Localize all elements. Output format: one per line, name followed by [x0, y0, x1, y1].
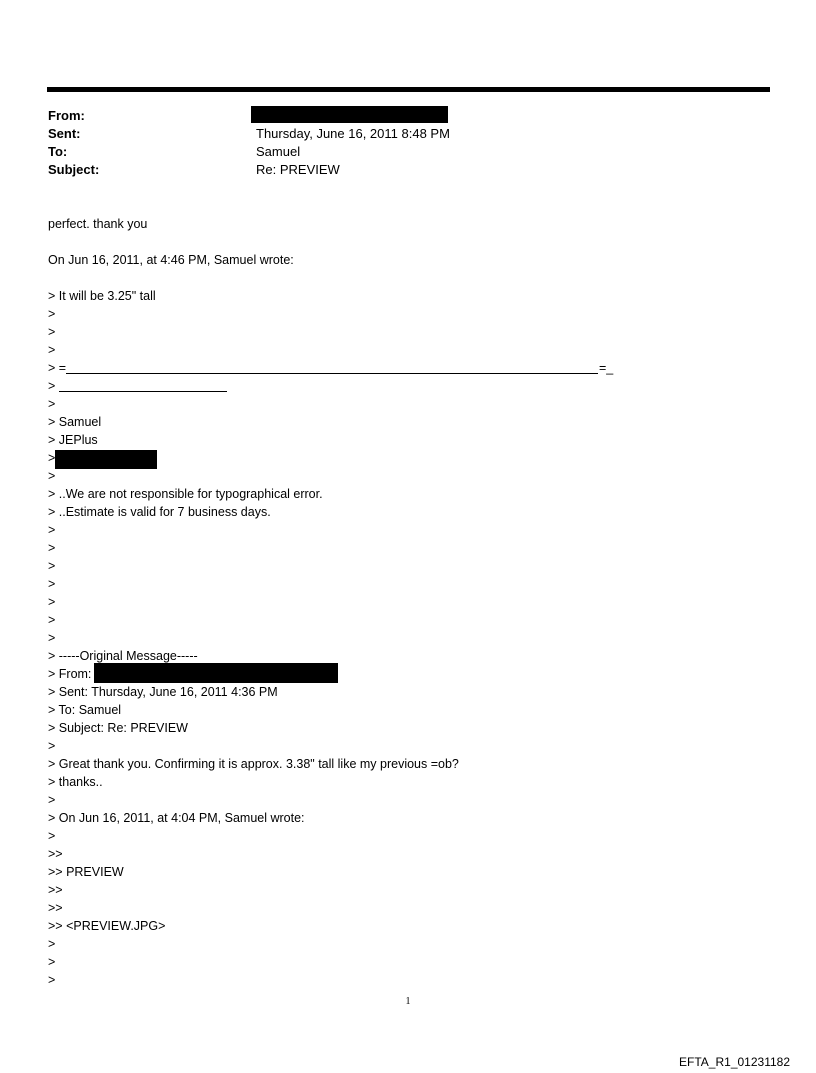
body-line: > — [48, 325, 56, 339]
body-line: > ..We are not responsible for typographical error. — [48, 487, 323, 501]
body-line: > JEPlus — [48, 433, 98, 447]
body-line: > — [48, 595, 56, 609]
body-line: > thanks.. — [48, 775, 103, 789]
from-label: From: — [48, 108, 85, 123]
body-line: > — [48, 937, 56, 951]
body-line: > Great thank you. Confirming it is approx. 3.38" tall like my previous =ob? — [48, 757, 459, 771]
body-line: >> <PREVIEW.JPG> — [48, 919, 166, 933]
body-line: > — [48, 541, 56, 555]
body-line: > — [48, 955, 56, 969]
original-from-redaction — [94, 663, 338, 683]
sent-label: Sent: — [48, 126, 81, 141]
body-line: > Subject: Re: PREVIEW — [48, 721, 188, 735]
body-line: > = — [48, 361, 67, 375]
to-label: To: — [48, 144, 68, 159]
body-line: > — [48, 829, 56, 843]
body-line: > — [48, 523, 56, 537]
to-value: Samuel — [256, 144, 301, 159]
body-line: > To: Samuel — [48, 703, 122, 717]
body-line: > — [48, 379, 56, 393]
body-line: > From: — [48, 667, 92, 681]
body-line: > — [48, 343, 56, 357]
header-rule — [47, 87, 770, 92]
separator-underline — [66, 373, 598, 374]
body-line: > On Jun 16, 2011, at 4:04 PM, Samuel wrote: — [48, 811, 305, 825]
body-line: =_ — [599, 361, 614, 375]
body-line: > — [48, 631, 56, 645]
sent-value: Thursday, June 16, 2011 8:48 PM — [256, 126, 450, 141]
document-id: EFTA_R1_01231182 — [679, 1055, 790, 1069]
subject-label: Subject: — [48, 162, 100, 177]
body-line: perfect. thank you — [48, 217, 148, 231]
signature-underline — [59, 391, 227, 392]
body-line: > — [48, 469, 56, 483]
body-line: > — [48, 577, 56, 591]
body-line: > -----Original Message----- — [48, 649, 198, 663]
signature-redaction — [55, 450, 157, 469]
body-line: > ..Estimate is valid for 7 business days. — [48, 505, 271, 519]
body-line: > It will be 3.25" tall — [48, 289, 156, 303]
page-number: 1 — [405, 996, 411, 1007]
body-line: > — [48, 739, 56, 753]
body-line: > — [48, 559, 56, 573]
subject-value: Re: PREVIEW — [256, 162, 340, 177]
body-line: > — [48, 973, 56, 987]
body-line: > — [48, 793, 56, 807]
body-line: >> — [48, 901, 63, 915]
body-line: > Sent: Thursday, June 16, 2011 4:36 PM — [48, 685, 278, 699]
from-redaction — [251, 106, 448, 123]
body-line: > Samuel — [48, 415, 102, 429]
body-line: >> — [48, 883, 63, 897]
body-line: > — [48, 307, 56, 321]
body-line: >> — [48, 847, 63, 861]
body-line: > — [48, 451, 56, 465]
body-line: On Jun 16, 2011, at 4:46 PM, Samuel wrote: — [48, 253, 294, 267]
body-line: > — [48, 397, 56, 411]
body-line: > — [48, 613, 56, 627]
body-line: >> PREVIEW — [48, 865, 124, 879]
